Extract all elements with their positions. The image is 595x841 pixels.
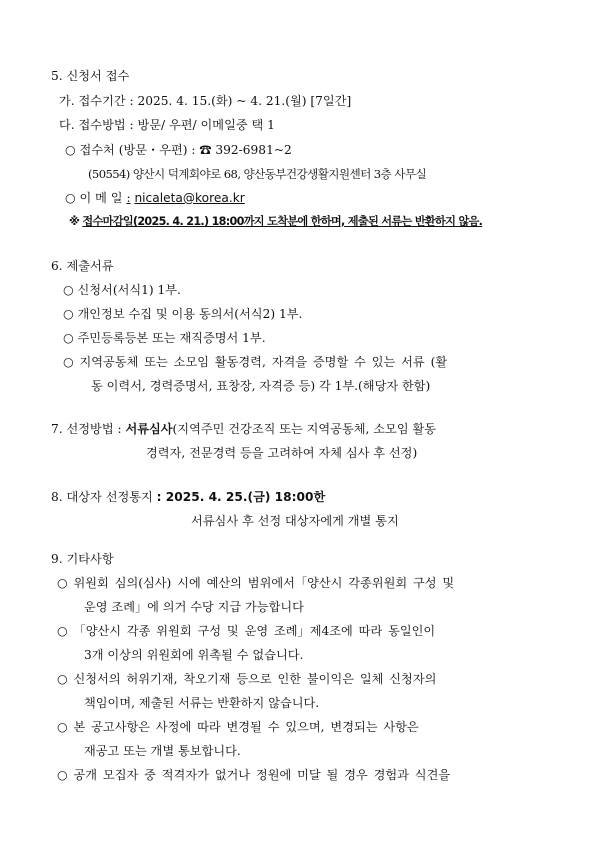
email-label: ○ 이 메 일 xyxy=(65,191,123,205)
reception-period-label: 가. 접수기간 : xyxy=(59,94,134,108)
selection-method-label: 7. 선정방법 : xyxy=(51,422,122,436)
reception-place xyxy=(65,142,292,158)
reception-phone: 392-6981~2 xyxy=(215,143,292,157)
reception-period-value: 2025. 4. 15.(화) ~ 4. 21.(월) [7일간] xyxy=(137,94,352,108)
document-item: ○ 신청서(서식1) 1부. xyxy=(63,283,181,297)
section-9-heading: 9. 기타사항 xyxy=(51,552,114,566)
selection-method-detail-continued: 경력자, 전문경력 등을 고려하여 자체 심사 후 선정) xyxy=(146,446,418,460)
reception-email xyxy=(65,190,245,206)
selection-notice xyxy=(51,489,325,505)
selection-method xyxy=(51,421,436,437)
misc-item-continued: 운영 조례」에 의거 수당 지급 가능합니다 xyxy=(84,600,304,614)
selection-notice-date: : 2025. 4. 25.(금) 18:00한 xyxy=(156,490,326,504)
deadline-note xyxy=(69,214,482,230)
misc-item: ○ 공개 모집자 중 적격자가 없거나 정원에 미달 될 경우 경험과 식견을 xyxy=(57,768,451,782)
misc-item: ○ 위원회 심의(심사) 시에 예산의 범위에서「양산시 각종위원회 구성 및 xyxy=(57,576,455,590)
reference-mark-icon: ※ xyxy=(69,215,80,228)
reception-method xyxy=(59,117,275,133)
section-5-heading: 5. 신청서 접수 xyxy=(51,69,130,83)
misc-item: ○ 「양산시 각종 위원회 구성 및 운영 조례」제4조에 따라 동일인이 xyxy=(57,624,436,638)
misc-item: ○ 본 공고사항은 사정에 따라 변경될 수 있으며, 변경되는 사항은 xyxy=(57,720,419,734)
email-link[interactable]: nicaleta@korea.kr xyxy=(134,191,245,205)
reception-method-value: 방문/ 우편/ 이메일중 택 1 xyxy=(137,118,275,132)
document-item: ○ 개인정보 수집 및 이용 동의서(서식2) 1부. xyxy=(63,307,303,321)
misc-item: ○ 신청서의 허위기재, 착오기재 등으로 인한 불이익은 일체 신청자의 xyxy=(57,672,437,686)
selection-method-bold: 서류심사 xyxy=(125,422,173,436)
reception-method-label: 다. 접수방법 : xyxy=(59,118,134,132)
phone-icon: ☎ xyxy=(199,143,212,157)
reception-place-label: ○ 접수처 (방문・우편) : xyxy=(65,143,196,157)
document-item: ○ 주민등록등본 또는 재직증명서 1부. xyxy=(63,331,266,345)
selection-notice-detail: 서류심사 후 선정 대상자에게 개별 통지 xyxy=(191,514,399,528)
misc-item-continued: 재공고 또는 개별 통보합니다. xyxy=(84,744,241,758)
email-colon: : xyxy=(126,191,131,205)
selection-notice-label: 8. 대상자 선정통지 xyxy=(51,490,153,504)
misc-item-continued: 3개 이상의 위원회에 위촉될 수 없습니다. xyxy=(84,648,304,662)
reception-period xyxy=(59,93,351,109)
deadline-note-text: 접수마감일(2025. 4. 21.) 18:00까지 도착분에 한하며, 제출된 서류는 반환하지 않음. xyxy=(82,215,483,228)
misc-item-continued: 책임이며, 제출된 서류는 반환하지 않습니다. xyxy=(84,696,320,710)
document-item-continued: 동 이력서, 경력증명서, 표창장, 자격증 등) 각 1부.(해당자 한함) xyxy=(91,379,431,393)
reception-address: (50554) 양산시 덕계회야로 68, 양산동부건강생활지원센터 3층 사무실 xyxy=(88,167,427,181)
section-6-heading: 6. 제출서류 xyxy=(51,259,114,273)
selection-method-detail: (지역주민 건강조직 또는 지역공동체, 소모임 활동 xyxy=(172,422,437,436)
document-item: ○ 지역공동체 또는 소모임 활동경력, 자격을 증명할 수 있는 서류 (활 xyxy=(63,355,448,369)
